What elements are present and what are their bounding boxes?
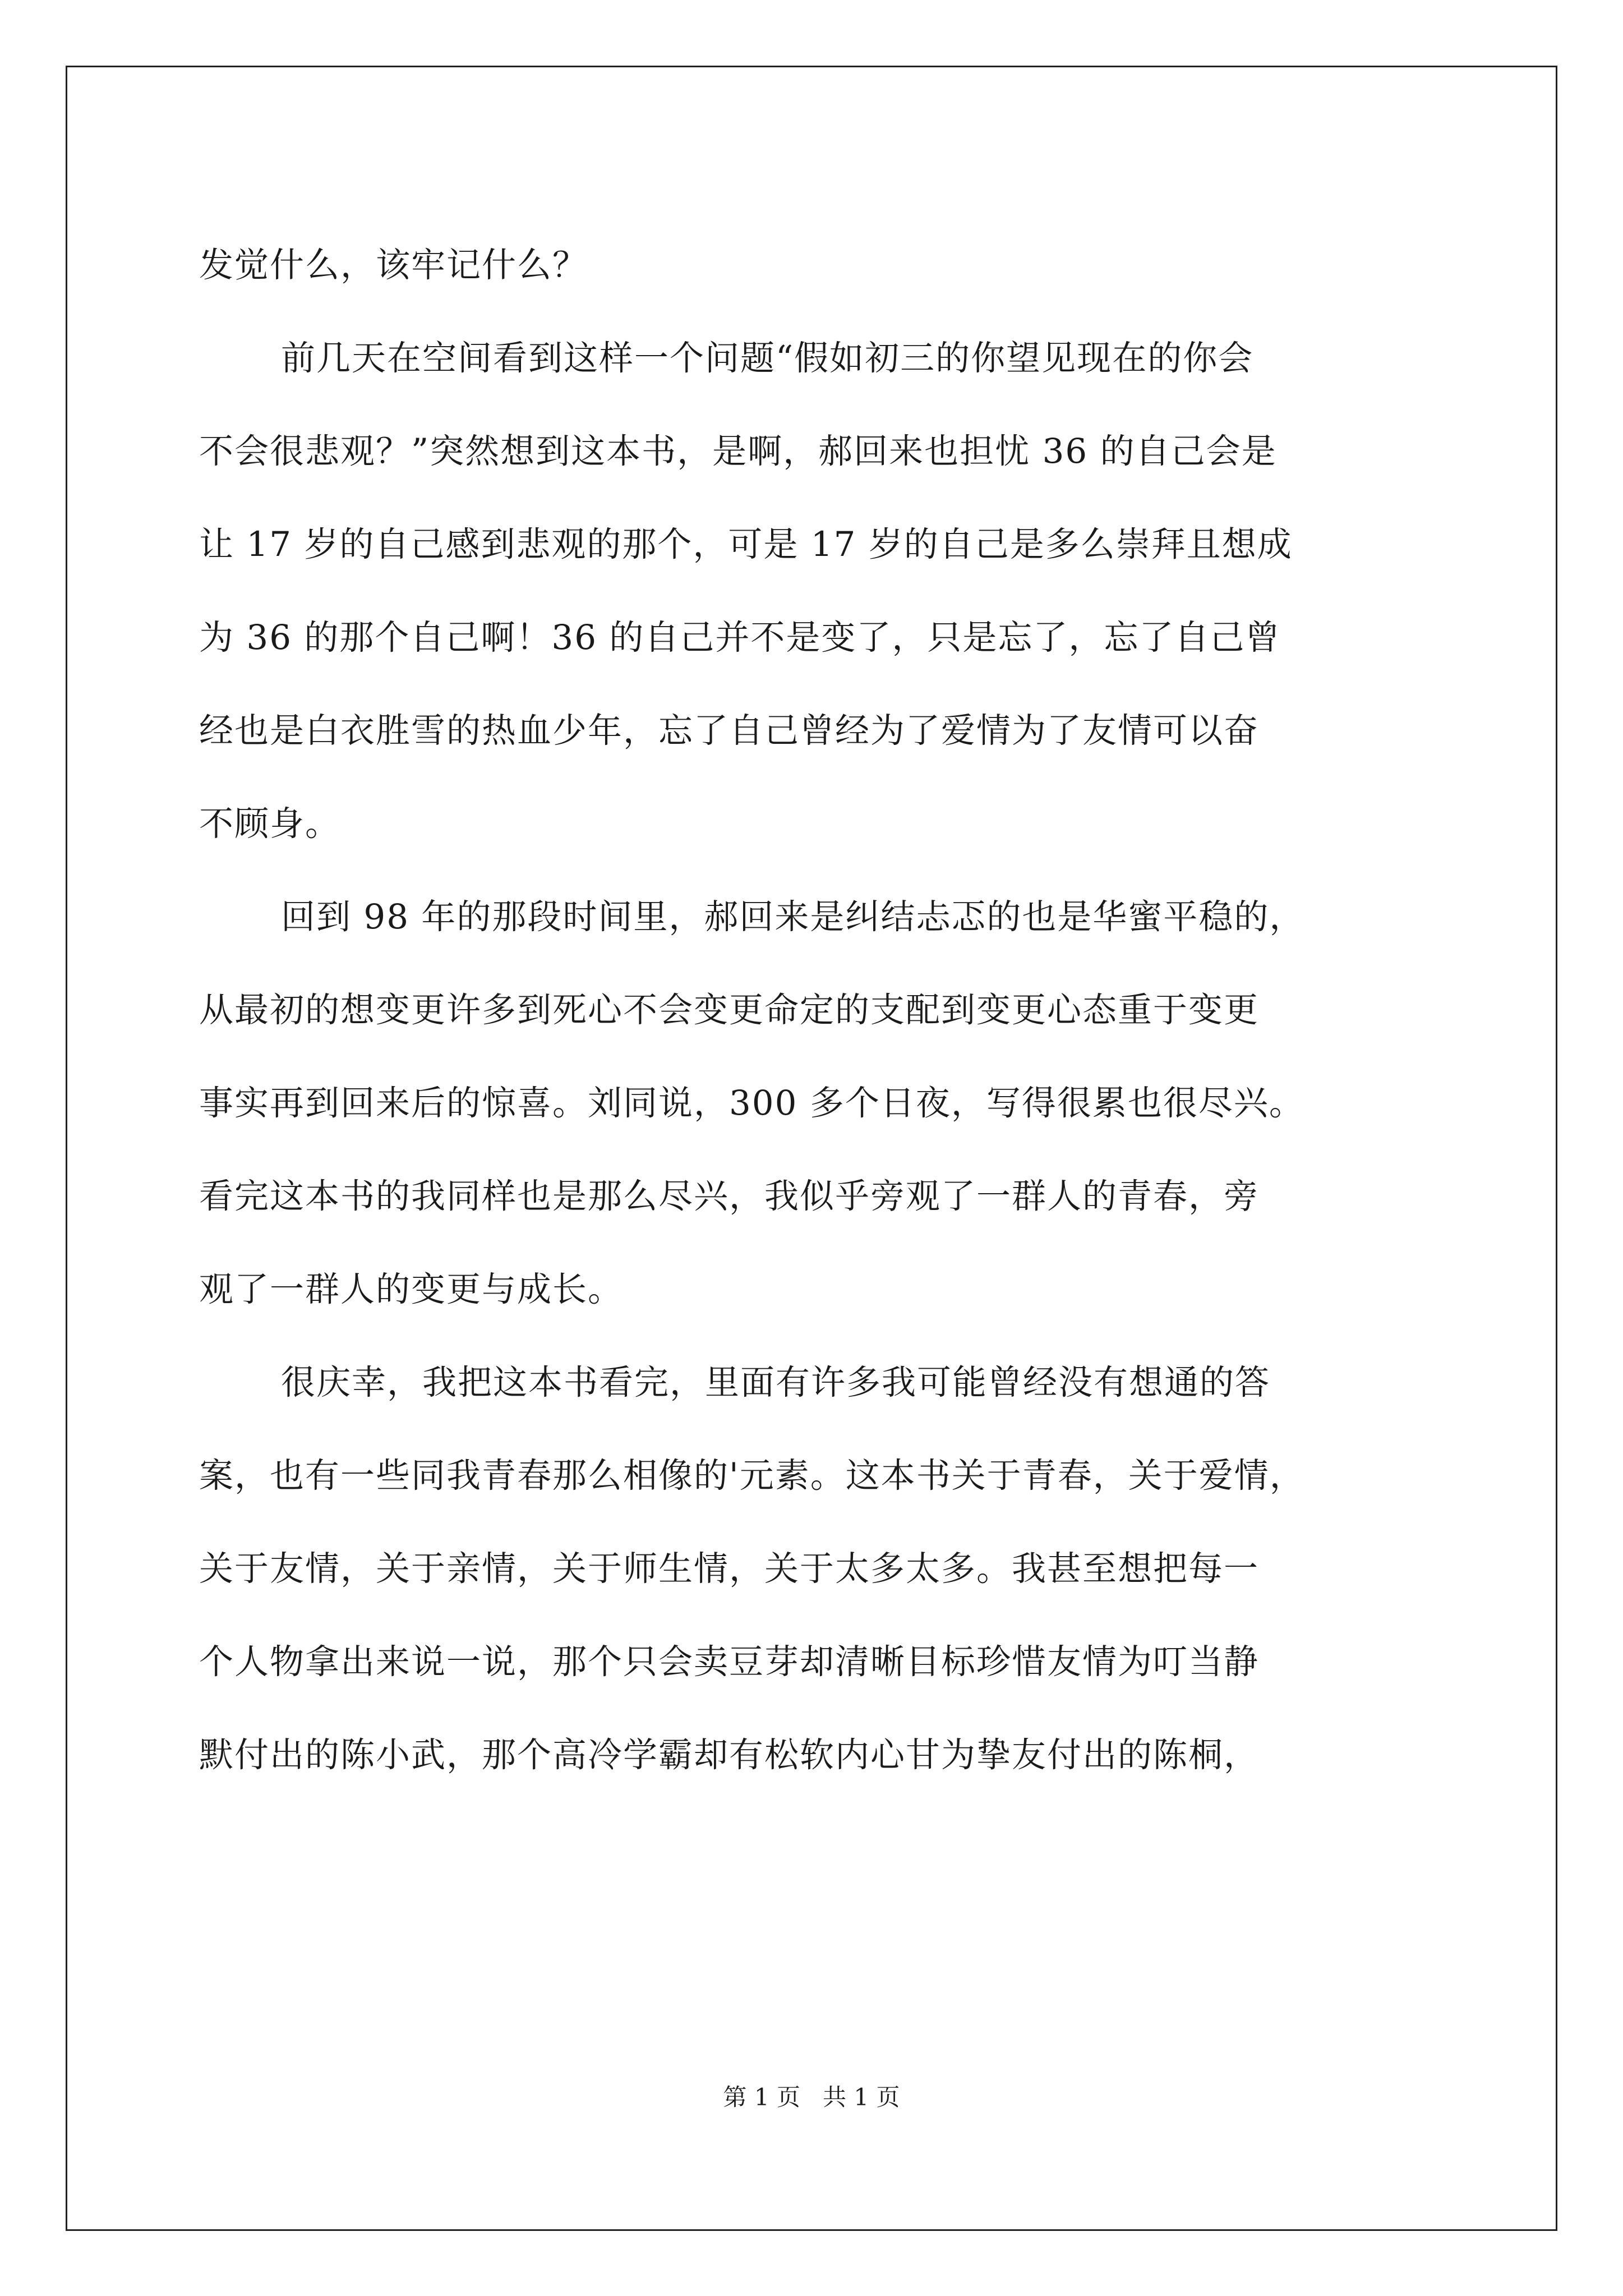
page-number-footer: 第 1 页 共 1 页 bbox=[723, 2083, 900, 2111]
text-line: 不顾身。 bbox=[199, 804, 341, 844]
document-body bbox=[199, 219, 1427, 1802]
text-line: 让 17 岁的自己感到悲观的那个，可是 17 岁的自己是多么崇拜且想成 bbox=[199, 524, 1293, 564]
text-line: 案，也有一些同我青春那么相像的'元素。这本书关于青春，关于爱情， bbox=[199, 1456, 1305, 1496]
text-line: 为 36 的那个自己啊！36 的自己并不是变了，只是忘了，忘了自己曾 bbox=[199, 618, 1281, 657]
text-line: 观了一群人的变更与成长。 bbox=[199, 1269, 624, 1309]
text-line: 从最初的想变更许多到死心不会变更命定的支配到变更心态重于变更 bbox=[199, 990, 1260, 1030]
text-line: 不会很悲观？”突然想到这本书，是啊，郝回来也担忧 36 的自己会是 bbox=[199, 431, 1277, 471]
text-line: 看完这本书的我同样也是那么尽兴，我似乎旁观了一群人的青春，旁 bbox=[199, 1176, 1260, 1216]
text-line-paragraph-start: 回到 98 年的那段时间里，郝回来是纠结忐忑的也是华蜜平稳的， bbox=[281, 897, 1305, 937]
text-line-paragraph-start: 很庆幸，我把这本书看完，里面有许多我可能曾经没有想通的答 bbox=[281, 1363, 1271, 1402]
text-line: 默付出的陈小武，那个高冷学霸却有松软内心甘为挚友付出的陈桐， bbox=[199, 1735, 1260, 1775]
text-line: 关于友情，关于亲情，关于师生情，关于太多太多。我甚至想把每一 bbox=[199, 1549, 1260, 1589]
text-line-paragraph-start: 前几天在空间看到这样一个问题“假如初三的你望见现在的你会 bbox=[281, 338, 1254, 378]
text-line: 发觉什么，该牢记什么？ bbox=[199, 245, 588, 285]
text-line: 事实再到回来后的惊喜。刘同说，300 多个日夜，写得很累也很尽兴。 bbox=[199, 1083, 1304, 1123]
text-line: 经也是白衣胜雪的热血少年，忘了自己曾经为了爱情为了友情可以奋 bbox=[199, 711, 1260, 751]
text-line: 个人物拿出来说一说，那个只会卖豆芽却清晰目标珍惜友情为叮当静 bbox=[199, 1642, 1260, 1682]
